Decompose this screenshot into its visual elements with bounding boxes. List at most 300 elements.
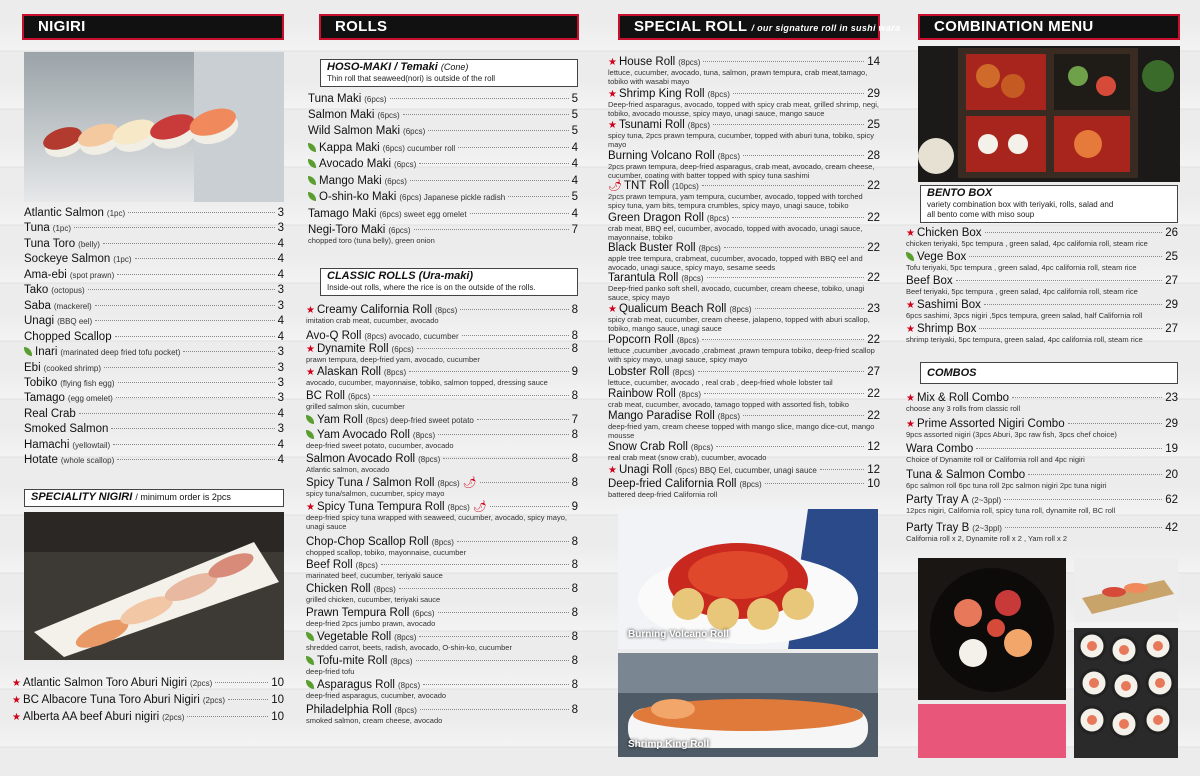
menu-item[interactable] — [906, 494, 1178, 516]
menu-item-name: Sockeye Salmon — [24, 253, 111, 265]
menu-item[interactable] — [24, 377, 284, 390]
bento-box-description: variety combination box with teriyaki, rolls, salad and all bento come with miso soup — [927, 200, 1114, 219]
menu-item-line — [24, 300, 284, 313]
menu-item-name: Burning Volcano Roll — [608, 150, 715, 162]
menu-item-name: Atlantic Salmon — [24, 207, 104, 219]
dot-leader — [733, 93, 864, 94]
menu-item[interactable] — [306, 536, 578, 558]
menu-item[interactable] — [608, 478, 880, 500]
dot-leader — [458, 147, 568, 148]
dot-leader — [414, 229, 569, 230]
menu-item[interactable] — [306, 583, 578, 605]
dot-leader — [95, 320, 274, 321]
menu-item[interactable] — [306, 343, 578, 365]
dot-leader — [704, 393, 864, 394]
menu-item-name: Chop-Chop Scallop Roll — [306, 536, 429, 548]
menu-item-name: Yam Roll — [317, 414, 363, 426]
special-roll-column — [618, 14, 901, 40]
special-roll-subtitle: / our signature roll in sushi wara — [751, 23, 901, 33]
menu-item-description: deep-fried spicy tuna wrapped with seaweed, cucumber, avocado, spicy mayo, unagi sauce — [306, 513, 567, 531]
menu-item[interactable] — [308, 142, 578, 155]
bento-box-heading — [920, 185, 1178, 223]
menu-item[interactable] — [24, 315, 284, 328]
menu-item[interactable] — [306, 414, 578, 427]
menu-item[interactable] — [906, 392, 1178, 414]
menu-item-price: 23 — [1165, 392, 1178, 404]
menu-item-price: 4 — [277, 269, 284, 281]
menu-item-name: Avo-Q Roll — [306, 330, 362, 342]
menu-item[interactable] — [308, 93, 578, 106]
menu-item-price: 8 — [571, 655, 578, 667]
menu-item-name: Sashimi Box — [916, 299, 981, 311]
menu-item-description: deep-fried 2pcs jumbo prawn, avocado — [306, 619, 436, 628]
dot-leader — [417, 348, 569, 349]
menu-item[interactable] — [608, 464, 880, 477]
menu-item-qty: (8pcs) — [698, 244, 721, 253]
menu-item-price: 8 — [571, 607, 578, 619]
menu-item[interactable] — [306, 390, 578, 412]
menu-item-line — [24, 439, 284, 452]
menu-item-line — [608, 464, 880, 477]
dot-leader — [702, 339, 864, 340]
dot-leader — [976, 448, 1162, 449]
menu-item-name: Chicken Box — [916, 227, 982, 239]
chili-icon: 🌶 — [608, 180, 622, 192]
dot-leader — [743, 155, 864, 156]
menu-item[interactable] — [608, 56, 880, 86]
star-icon: ★ — [306, 367, 315, 378]
menu-item[interactable] — [306, 304, 578, 326]
menu-item-price: 3 — [277, 222, 284, 234]
dot-leader — [1004, 499, 1162, 500]
menu-item-name: Smoked Salmon — [24, 423, 109, 435]
menu-item-qty: (8pcs) — [717, 152, 740, 161]
menu-item-name: Ebi — [24, 362, 41, 374]
menu-item-name: Alberta AA beef Aburi nigiri — [22, 711, 160, 723]
menu-item-qty: (8pcs) — [717, 412, 740, 421]
dot-leader — [1028, 474, 1162, 475]
menu-item[interactable] — [24, 362, 284, 375]
dot-leader — [228, 699, 268, 700]
menu-item[interactable] — [308, 175, 578, 188]
menu-item-qty: (8pcs) — [397, 681, 421, 690]
menu-item[interactable] — [306, 429, 578, 451]
dot-leader — [117, 459, 274, 460]
menu-item-price: 8 — [571, 559, 578, 571]
menu-item[interactable] — [608, 410, 880, 440]
chili-icon: 🌶 — [472, 501, 487, 513]
menu-item-price: 9 — [571, 501, 578, 513]
dot-leader — [104, 367, 275, 368]
menu-item[interactable] — [608, 303, 880, 333]
dot-leader — [419, 163, 568, 164]
menu-item-qty: (8pcs) — [435, 306, 458, 315]
menu-item-qty: (8pcs) — [447, 503, 470, 512]
menu-item-description: chopped toro (tuna belly), green onion — [308, 236, 435, 245]
menu-item[interactable] — [24, 207, 284, 220]
menu-item-name: Tobiko — [24, 377, 58, 389]
dot-leader — [390, 98, 569, 99]
menu-item[interactable] — [24, 439, 284, 452]
star-icon: ★ — [12, 678, 21, 689]
menu-item-name: Tarantula Roll — [608, 272, 679, 284]
menu-item[interactable] — [608, 388, 880, 410]
menu-item-price: 22 — [867, 242, 880, 254]
menu-item[interactable] — [308, 125, 578, 138]
menu-item-name: Deep-fried California Roll — [608, 478, 737, 490]
menu-item[interactable] — [24, 346, 284, 359]
menu-item-name: Tamago Maki — [308, 208, 377, 220]
menu-item-qty: (8pcs) — [394, 633, 417, 642]
hoso-maki-heading — [320, 59, 578, 87]
dot-leader — [713, 124, 864, 125]
dot-leader — [457, 541, 569, 542]
leaf-icon — [906, 252, 914, 261]
menu-item-line — [24, 346, 284, 359]
menu-item-qty: (belly) — [78, 240, 100, 249]
dot-leader — [135, 258, 275, 259]
menu-item-description: imitation crab meat, cucumber, avocado — [306, 316, 439, 325]
menu-item[interactable] — [906, 443, 1178, 465]
menu-item-description: deep-fried sweet potato, cucumber, avocado — [306, 441, 454, 450]
shrimp-king-caption: Shrimp King Roll — [628, 739, 710, 750]
menu-item[interactable] — [608, 88, 880, 118]
menu-item-price: 10 — [271, 677, 284, 689]
menu-item-price: 8 — [571, 343, 578, 355]
menu-item-qty: (6pcs) BBQ Eel, cucumber, unagi sauce — [675, 466, 817, 475]
dot-leader — [438, 612, 569, 613]
menu-item-line — [308, 208, 578, 221]
menu-item-name: BC Albacore Tuna Toro Aburi Nigiri — [22, 694, 200, 706]
menu-item-price: 26 — [1165, 227, 1178, 239]
menu-item-name: Alaskan Roll — [316, 366, 381, 378]
menu-item[interactable] — [24, 284, 284, 297]
menu-item-qty: (6pcs) — [394, 160, 417, 169]
menu-item-description: shrimp teriyaki, 5pc tempura, green salad, 4pc california roll, steam rice — [906, 335, 1143, 344]
star-icon: ★ — [906, 324, 915, 335]
rolls-title: ROLLS — [335, 18, 388, 35]
menu-item-description: chopped scallop, tobiko, mayonnaise, cucumber — [306, 548, 467, 557]
menu-item[interactable] — [306, 559, 578, 581]
menu-item[interactable] — [24, 423, 284, 436]
menu-item-price: 23 — [867, 303, 880, 315]
dot-leader — [1068, 423, 1163, 424]
bento-photo — [918, 46, 1180, 182]
dot-leader — [716, 446, 864, 447]
menu-item-qty: (8pcs) — [676, 336, 700, 345]
menu-item-price: 3 — [277, 207, 284, 219]
menu-item-line — [24, 362, 284, 375]
menu-item-line — [24, 392, 284, 405]
menu-item-price: 25 — [867, 119, 880, 131]
menu-item[interactable] — [608, 150, 880, 180]
speciality-nigiri-heading — [24, 489, 284, 507]
menu-item-qty: (8pcs) — [729, 305, 752, 314]
combos-title: COMBOS — [927, 367, 977, 379]
menu-item-name: Tako — [24, 284, 49, 296]
menu-item-name: Lobster Roll — [608, 366, 670, 378]
menu-item-qty: (8pcs) — [690, 443, 714, 452]
maki-rolls-photo — [1074, 628, 1178, 758]
menu-item-description: smoked salmon, cream cheese, avocado — [306, 716, 443, 725]
classic-rolls-title: CLASSIC ROLLS (Ura-maki) — [327, 270, 474, 282]
dot-leader — [103, 243, 275, 244]
menu-item-name: Chicken Roll — [306, 583, 371, 595]
menu-item-line — [308, 175, 578, 188]
menu-item-price: 8 — [571, 704, 578, 716]
party-tray-photo — [918, 558, 1066, 700]
menu-item-description: shredded carrot, beets, radish, avocado, O-shin-ko, cucumber — [306, 643, 512, 652]
nigiri-header — [22, 14, 284, 40]
menu-item-price: 4 — [277, 238, 284, 250]
menu-item-description: grilled chicken, cucumber, teriyaki sauce — [306, 595, 441, 604]
menu-item[interactable] — [24, 253, 284, 266]
menu-item-qty: (8pcs) — [431, 538, 454, 547]
dot-leader — [698, 371, 865, 372]
menu-item[interactable] — [608, 441, 880, 463]
rolls-header — [319, 14, 579, 40]
menu-item[interactable] — [24, 238, 284, 251]
dot-leader — [443, 458, 568, 459]
menu-item-price: 4 — [571, 208, 578, 220]
menu-item[interactable] — [906, 323, 1178, 345]
dot-leader — [399, 588, 569, 589]
menu-item[interactable] — [608, 366, 880, 388]
menu-item-price: 22 — [867, 410, 880, 422]
menu-item-name: Mango Maki — [319, 175, 382, 187]
dot-leader — [183, 351, 274, 352]
menu-item-price: 22 — [867, 212, 880, 224]
menu-item-name: Inari — [35, 346, 58, 358]
menu-item-qty: (flying fish egg) — [60, 379, 115, 388]
menu-item-price: 12 — [867, 441, 880, 453]
menu-item-qty: (8pcs) — [681, 274, 704, 283]
menu-item-description: 2pcs prawn tempura, deep-fried asparagus, crab meat, avocado, cream cheese, cucumber, coating with batter topped with spicy tuna sashimi — [608, 162, 875, 180]
hoso-maki-title: HOSO-MAKI / Temaki — [327, 61, 438, 73]
menu-item-price: 4 — [571, 158, 578, 170]
menu-item[interactable] — [308, 191, 578, 204]
pink-swatch — [918, 704, 1066, 758]
menu-item-description: marinated beef, cucumber, teriyaki sauce — [306, 571, 443, 580]
menu-item-price: 27 — [867, 366, 880, 378]
menu-item-qty: (8pcs) — [383, 368, 407, 377]
menu-item-name: Salmon Avocado Roll — [306, 453, 416, 465]
menu-item[interactable] — [608, 334, 880, 364]
menu-item-qty: (6pcs) sweet egg omelet — [379, 210, 467, 219]
menu-item[interactable] — [906, 227, 1178, 249]
menu-item-name: BC Roll — [306, 390, 345, 402]
speciality-nigiri-note: / minimum order is 2pcs — [135, 492, 231, 502]
menu-item[interactable] — [306, 330, 578, 343]
menu-item-qty: (8pcs) — [394, 706, 417, 715]
menu-item-qty: (6pcs) — [403, 127, 426, 136]
burning-volcano-caption: Burning Volcano Roll — [628, 629, 729, 640]
menu-item-price: 8 — [571, 330, 578, 342]
menu-item[interactable] — [906, 275, 1178, 297]
menu-item[interactable] — [906, 418, 1178, 440]
menu-item[interactable] — [906, 469, 1178, 491]
menu-item-price: 4 — [277, 439, 284, 451]
menu-item-line — [12, 711, 284, 724]
menu-item-price: 3 — [277, 392, 284, 404]
menu-item-name: Beef Box — [906, 275, 953, 287]
menu-item-line — [24, 454, 284, 467]
menu-item[interactable] — [306, 631, 578, 653]
menu-item[interactable] — [12, 711, 284, 724]
menu-item[interactable] — [12, 677, 284, 690]
menu-item-qty: (8pcs) — [739, 480, 762, 489]
dot-leader — [95, 305, 275, 306]
menu-item-name: Tamago — [24, 392, 65, 404]
menu-item-qty: (6pcs) — [391, 345, 414, 354]
menu-item[interactable] — [308, 224, 578, 246]
menu-item-price: 5 — [571, 125, 578, 137]
menu-item-name: Wild Salmon Maki — [308, 125, 401, 137]
menu-item-name: Philadelphia Roll — [306, 704, 392, 716]
menu-item[interactable] — [308, 158, 578, 171]
bento-box-title: BENTO BOX — [927, 187, 993, 199]
menu-item-name: Qualicum Beach Roll — [618, 303, 727, 315]
menu-item-price: 3 — [277, 300, 284, 312]
dot-leader — [460, 309, 568, 310]
menu-item[interactable] — [306, 477, 578, 499]
menu-item-line — [24, 423, 284, 436]
menu-item-price: 14 — [867, 56, 880, 68]
menu-item[interactable] — [12, 694, 284, 707]
leaf-icon — [308, 176, 316, 185]
menu-item[interactable] — [608, 242, 880, 272]
dot-leader — [724, 247, 864, 248]
menu-item[interactable] — [24, 300, 284, 313]
menu-item-line — [12, 694, 284, 707]
menu-item-description: avocado, cucumber, mayonnaise, tobiko, salmon topped, dressing sauce — [306, 378, 548, 387]
menu-item[interactable] — [24, 454, 284, 467]
star-icon: ★ — [306, 305, 315, 316]
menu-item[interactable] — [308, 208, 578, 221]
menu-item-name: Spicy Tuna Tempura Roll — [316, 501, 445, 513]
menu-item[interactable] — [608, 272, 880, 302]
menu-item[interactable] — [306, 679, 578, 701]
menu-item-name: O-shin-ko Maki — [319, 191, 397, 203]
menu-item[interactable] — [906, 251, 1178, 273]
dot-leader — [115, 336, 275, 337]
menu-item[interactable] — [306, 655, 578, 677]
menu-item-name: TNT Roll — [623, 180, 670, 192]
dot-leader — [438, 434, 568, 435]
menu-item-qty: (egg omelet) — [67, 394, 113, 403]
menu-item-price: 4 — [277, 253, 284, 265]
menu-item-price: 3 — [277, 284, 284, 296]
menu-item-line — [308, 93, 578, 106]
menu-item-name: Saba — [24, 300, 51, 312]
menu-item[interactable] — [608, 212, 880, 242]
menu-item[interactable] — [24, 331, 284, 344]
menu-item-name: Tsunami Roll — [618, 119, 685, 131]
menu-item-description: Beef teriyaki, 5pc tempura , green salad, 4pc california roll, steam rice — [906, 287, 1138, 296]
menu-item[interactable] — [906, 299, 1178, 321]
menu-item-price: 8 — [571, 477, 578, 489]
dot-leader — [956, 280, 1163, 281]
leaf-icon — [308, 159, 316, 168]
menu-item-price: 3 — [277, 377, 284, 389]
menu-item-line — [24, 207, 284, 220]
menu-item[interactable] — [24, 222, 284, 235]
menu-item-price: 4 — [277, 331, 284, 343]
star-icon: ★ — [12, 695, 21, 706]
menu-item[interactable] — [608, 119, 880, 149]
dot-leader — [423, 684, 568, 685]
menu-item-name: Creamy California Roll — [316, 304, 433, 316]
menu-item[interactable] — [608, 180, 880, 210]
menu-item-qty: (1pc) — [52, 224, 72, 233]
menu-item-description: 6pc salmon roll 6pc tuna roll 2pc salmon nigiri 2pc tuna nigiri — [906, 481, 1107, 490]
menu-item-qty: (2pcs) — [202, 696, 226, 705]
menu-item[interactable] — [906, 522, 1178, 544]
dot-leader — [508, 196, 568, 197]
menu-item-price: 4 — [277, 315, 284, 327]
menu-item-price: 29 — [1165, 299, 1178, 311]
menu-item[interactable] — [24, 269, 284, 282]
menu-item-qty: (spot prawn) — [69, 271, 115, 280]
dot-leader — [470, 213, 569, 214]
dot-leader — [187, 716, 268, 717]
menu-item-description: real crab meat (snow crab), cucumber, avocado — [608, 453, 767, 462]
menu-item-line — [308, 142, 578, 155]
menu-item-line — [306, 414, 578, 427]
dot-leader — [79, 413, 275, 414]
menu-item[interactable] — [306, 704, 578, 726]
menu-item-price: 3 — [277, 423, 284, 435]
dot-leader — [111, 428, 274, 429]
menu-item[interactable] — [308, 109, 578, 122]
menu-item-description: battered deep-fried California roll — [608, 490, 718, 499]
dot-leader — [416, 660, 569, 661]
star-icon: ★ — [608, 304, 617, 315]
menu-item[interactable] — [306, 366, 578, 388]
dot-leader — [820, 469, 864, 470]
menu-item-name: Snow Crab Roll — [608, 441, 688, 453]
dot-leader — [420, 709, 569, 710]
menu-item[interactable] — [24, 408, 284, 421]
star-icon: ★ — [306, 502, 315, 513]
dot-leader — [428, 130, 568, 131]
dot-leader — [117, 274, 274, 275]
menu-item-qty: (8pcs) — [678, 58, 701, 67]
menu-item-qty: (10pcs) — [672, 182, 699, 191]
burning-volcano-photo — [618, 509, 878, 649]
menu-item-description: choose any 3 rolls from classic roll — [906, 404, 1021, 413]
menu-item-price: 62 — [1165, 494, 1178, 506]
menu-item-qty: (6pcs) Japanese pickle radish — [399, 193, 506, 202]
leaf-icon — [306, 632, 314, 641]
dot-leader — [480, 482, 569, 483]
menu-item-price: 3 — [277, 346, 284, 358]
menu-item-name: Hamachi — [24, 439, 70, 451]
dot-leader — [732, 217, 864, 218]
menu-item[interactable] — [306, 453, 578, 475]
menu-item-name: Hotate — [24, 454, 58, 466]
star-icon: ★ — [906, 300, 915, 311]
menu-item[interactable] — [24, 392, 284, 405]
menu-item[interactable] — [306, 607, 578, 629]
menu-item-name: Unagi — [24, 315, 55, 327]
menu-item[interactable] — [306, 501, 578, 531]
menu-item-qty: (8pcs) deep-fried sweet potato — [365, 416, 474, 425]
menu-item-qty: (8pcs) — [706, 214, 730, 223]
shrimp-king-photo — [618, 653, 878, 757]
menu-item-description: deep-fried tofu — [306, 667, 355, 676]
menu-item-line — [24, 253, 284, 266]
